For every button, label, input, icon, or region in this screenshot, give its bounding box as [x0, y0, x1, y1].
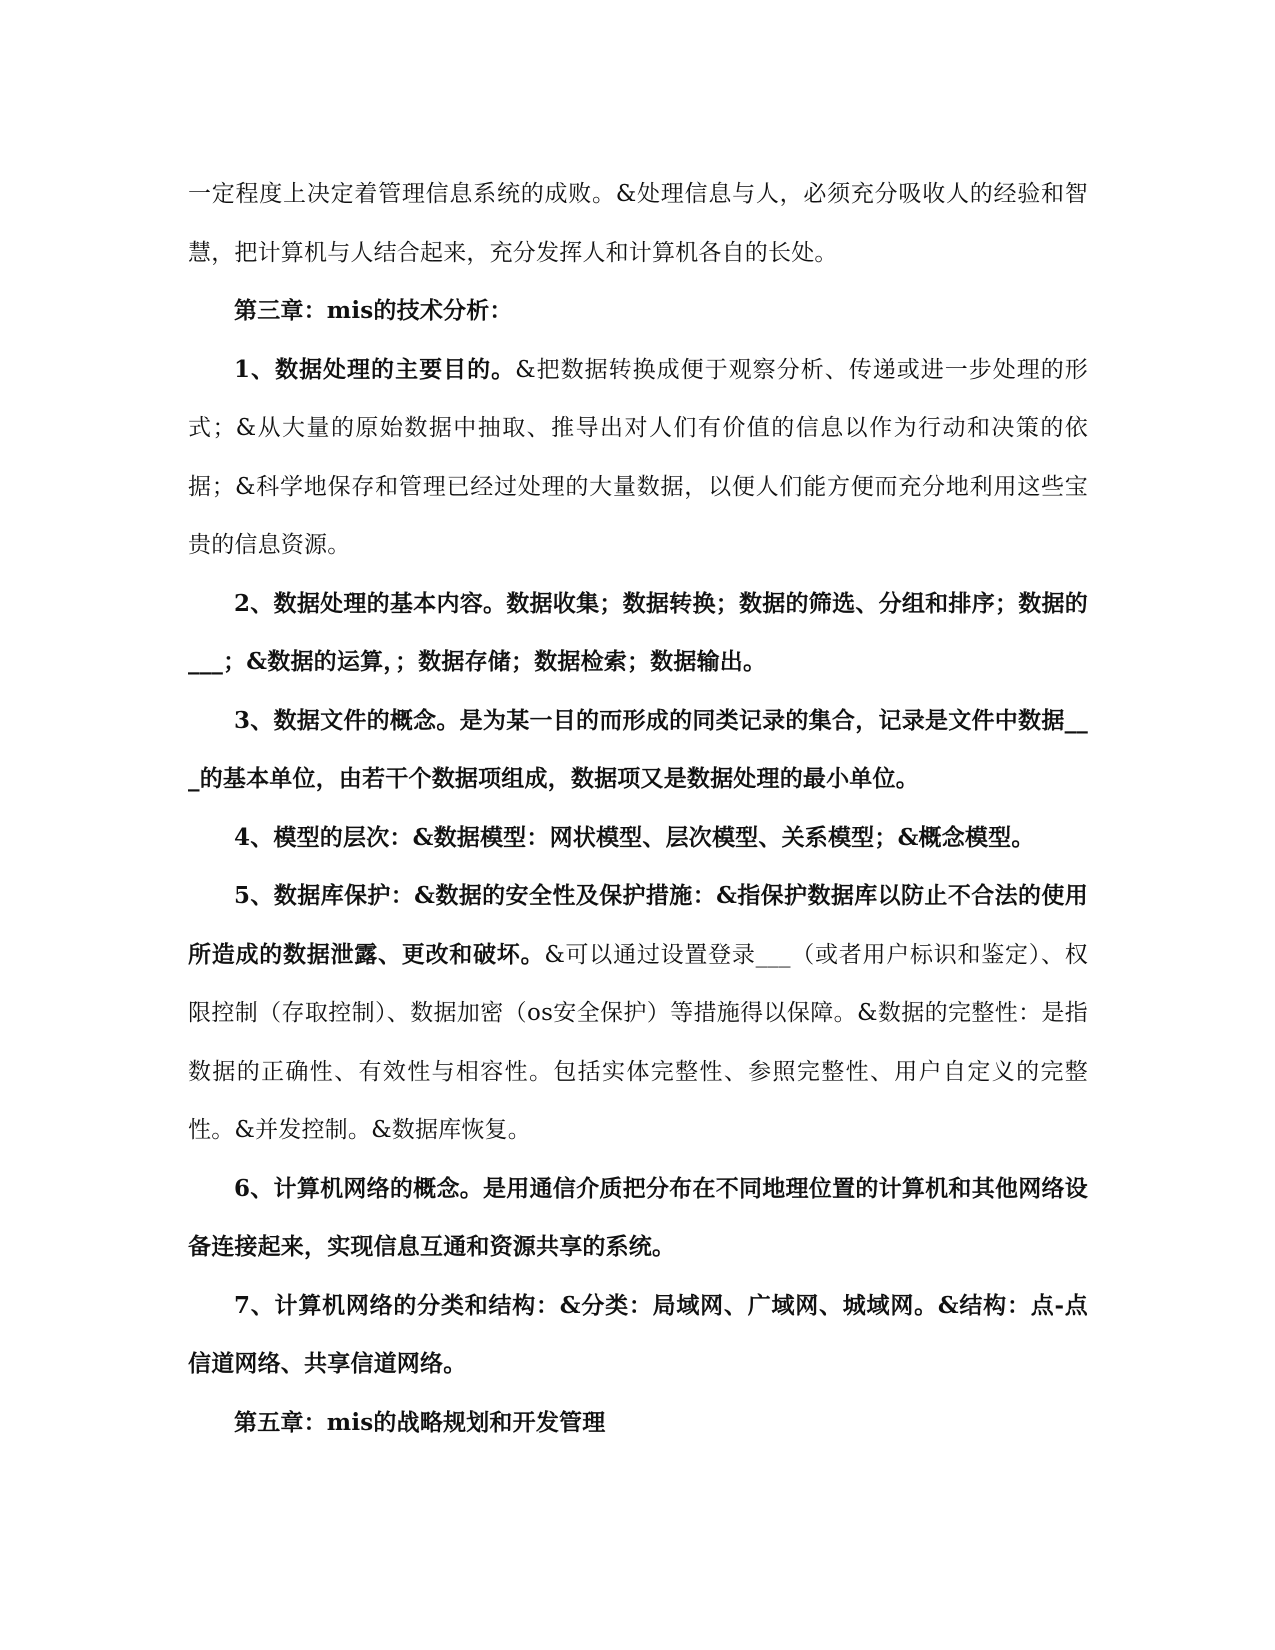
bold-text-segment: 5、数据库保护：&数据的安全性及保护措施：&指保护数据库以防止不合法的使用所造成的数据泄露、更改和破坏。 — [188, 882, 1088, 968]
text-segment: &把数据转换成便于观察分析、传递或进一步处理的形式；&从大量的原始数据中抽取、推导出对人们有价值的信息以作为行动和决策的依据；&科学地保存和管理已经过处理的大量数据，以便人们能方便而充分地利用这些宝贵的信息资源。 — [188, 356, 1089, 558]
bold-text-segment: 第五章：mis的战略规划和开发管理 — [234, 1408, 606, 1436]
bold-text-segment: 第三章：mis的技术分析： — [234, 297, 513, 324]
paragraph — [188, 1394, 1088, 1453]
paragraph — [188, 867, 1088, 1160]
paragraph — [188, 1160, 1088, 1277]
text-segment: 一定程度上决定着管理信息系统的成败。&处理信息与人，必须充分吸收人的经验和智慧，把计算机与人结合起来，充分发挥人和计算机各自的长处。 — [188, 181, 1088, 266]
bold-text-segment: 6、计算机网络的概念。是用通信介质把分布在不同地理位置的计算机和其他网络设备连接起来，实现信息互通和资源共享的系统。 — [188, 1174, 1088, 1260]
bold-text-segment: 7、计算机网络的分类和结构：&分类：局域网、广域网、城域网。&结构：点-点信道网络、共享信道网络。 — [188, 1291, 1088, 1377]
text-segment: &可以通过设置登录___（或者用户标识和鉴定）、权限控制（存取控制）、数据加密（os安全保护）等措施得以保障。&数据的完整性：是指数据的正确性、有效性与相容性。包括实体完整性、参照完整性、用户自定义的完整性。&并发控制。&数据库恢复。 — [188, 941, 1088, 1143]
paragraph — [188, 341, 1088, 575]
bold-text-segment: 1、数据处理的主要目的。 — [234, 355, 516, 383]
paragraph — [188, 692, 1088, 809]
paragraph — [188, 1277, 1088, 1394]
bold-text-segment: 4、模型的层次：&数据模型：网状模型、层次模型、关系模型；&概念模型。 — [234, 823, 1035, 851]
bold-text-segment: 2、数据处理的基本内容。数据收集；数据转换；数据的筛选、分组和排序；数据的___；&数据的运算，；数据存储；数据检索；数据输出。 — [188, 589, 1088, 675]
document-body — [188, 165, 1088, 1452]
paragraph — [188, 282, 1088, 341]
paragraph — [188, 165, 1088, 282]
bold-text-segment: 3、数据文件的概念。是为某一目的而形成的同类记录的集合，记录是文件中数据___的基本单位，由若干个数据项组成，数据项又是数据处理的最小单位。 — [188, 706, 1088, 792]
paragraph — [188, 809, 1088, 868]
paragraph — [188, 575, 1088, 692]
